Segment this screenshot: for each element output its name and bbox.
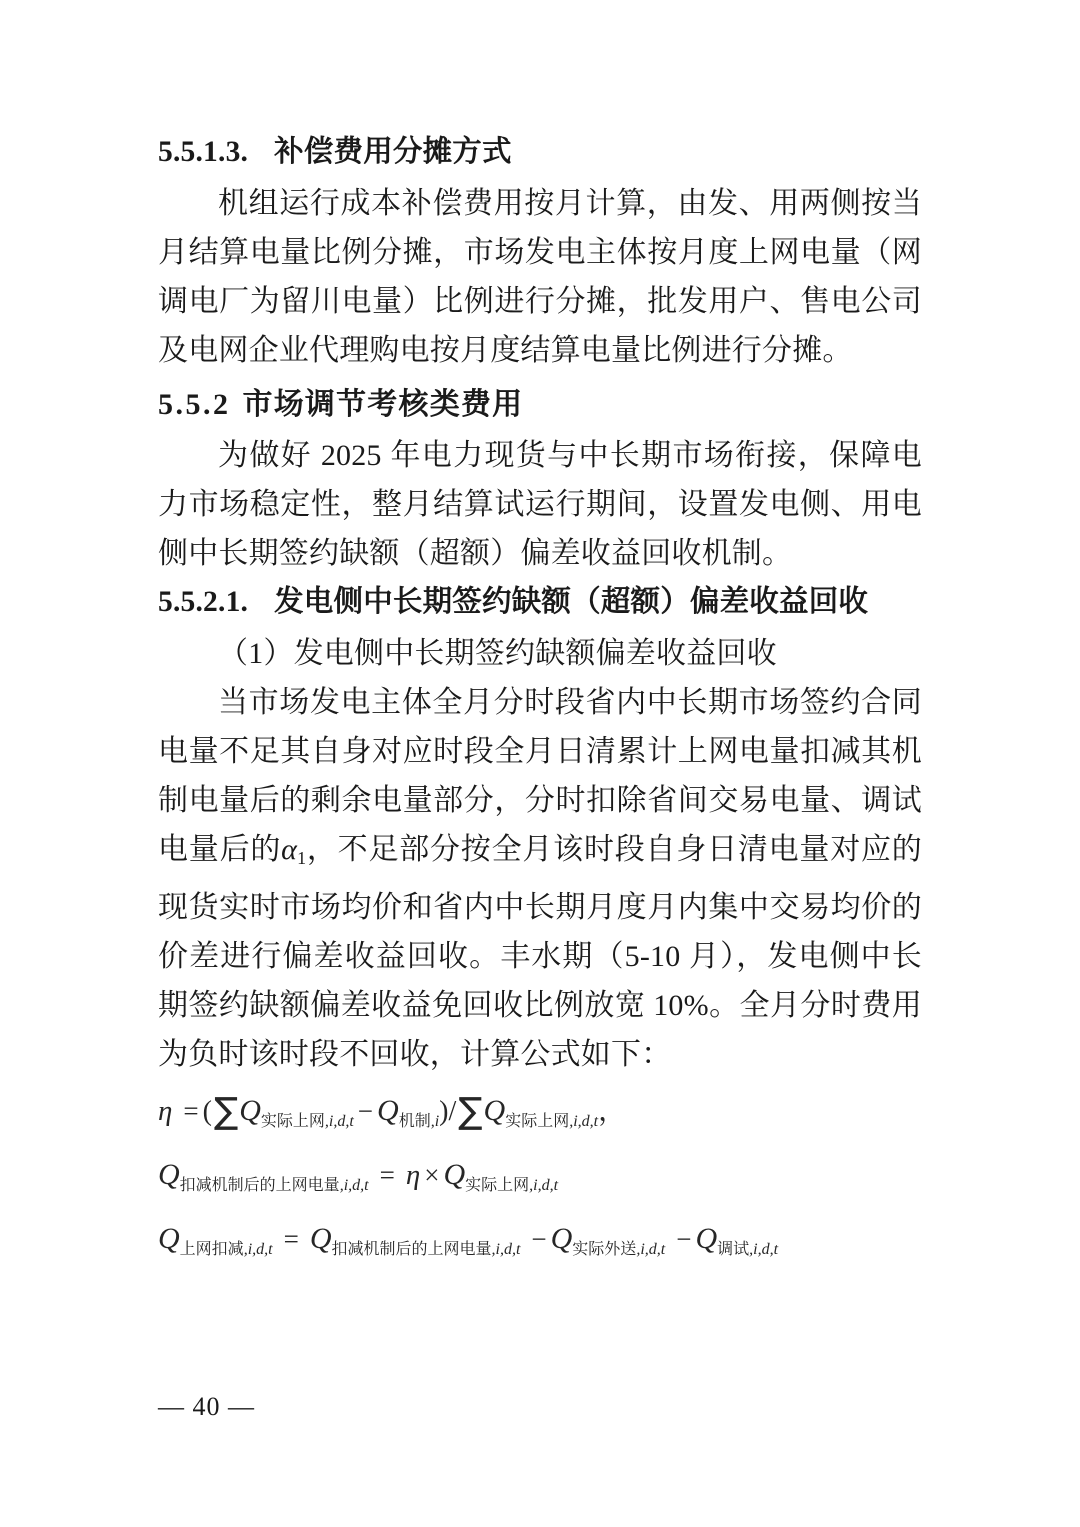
formula-1-q3: Q <box>483 1094 506 1127</box>
formula-2-rhs-subscript <box>465 1177 558 1194</box>
heading-5-5-2-1-number: 5.5.2.1. <box>158 586 249 618</box>
formula-1-q2-subscript-cjk: 机制 <box>398 1113 431 1130</box>
formula-1-q3-subscript-cjk: 实际上网 <box>505 1113 570 1130</box>
heading-5-5-2-1-title: 发电侧中长期签约缺额（超额）偏差收益回收 <box>274 586 869 618</box>
formula-3-term3-q: Q <box>695 1222 718 1255</box>
formula-2-lhs-q: Q <box>158 1158 180 1191</box>
formula-2-eta: η <box>405 1159 421 1191</box>
alpha-1-symbol <box>281 833 306 866</box>
formula-3-lhs-subscript <box>180 1241 273 1258</box>
formula-1-q3-subscript <box>505 1113 598 1130</box>
heading-5-5-2-number: 5.5.2 <box>158 388 231 421</box>
formula-3-lhs-subscript-cjk: 上网扣减 <box>179 1241 244 1258</box>
alpha-glyph: α <box>281 833 298 866</box>
formula-3-term2-subscript <box>572 1241 665 1258</box>
page-number: — 40 — <box>158 1392 255 1421</box>
formula-3-term2-q: Q <box>550 1222 573 1255</box>
formula-3-term1-subscript-indices: ,i,d,t <box>491 1241 521 1258</box>
formula-2-lhs-subscript-cjk: 扣减机制后的上网电量 <box>179 1177 340 1194</box>
formula-3-term3-subscript-cjk: 调试 <box>717 1241 750 1258</box>
formula-2-rhs-subscript-indices: ,i,d,t <box>529 1177 559 1194</box>
formula-3-term3-subscript <box>717 1241 778 1258</box>
formula-1-q3-subscript-indices: ,i,d,t <box>569 1113 599 1130</box>
formula-1-equals: = <box>183 1096 199 1126</box>
formula-1-q1-subscript <box>261 1113 354 1130</box>
formula-3-term1-q: Q <box>309 1222 332 1255</box>
formula-2-rhs-subscript-cjk: 实际上网 <box>465 1177 530 1194</box>
formula-1-close-paren-slash: )/ <box>439 1096 457 1127</box>
paragraph-5-5-2-1-body-part1: 当市场发电主体全月分时段省内中长期市场签约合同电量不足其自身对应时段全月日清累计上网电量扣减其机制电量后的剩余电量部分，分时扣除省间交易电量、调试电量后的 <box>158 686 922 866</box>
formula-2-equals: = <box>379 1160 395 1190</box>
formula-1-q2-subscript-indices: ,i <box>430 1113 440 1130</box>
formula-1-sum-1: ∑ <box>213 1091 239 1132</box>
formula-1-sum-2: ∑ <box>458 1091 483 1132</box>
formula-q-after-deduction <box>158 1150 922 1210</box>
heading-5-5-1-3-title: 补偿费用分摊方式 <box>274 136 512 168</box>
page-content <box>158 128 922 1274</box>
heading-5-5-1-3 <box>158 128 922 177</box>
heading-5-5-2-title: 市场调节考核类费用 <box>242 388 524 421</box>
formula-3-term2-subscript-cjk: 实际外送 <box>572 1241 637 1258</box>
formula-3-minus-2: − <box>676 1224 692 1254</box>
heading-5-5-1-3-number: 5.5.1.3. <box>158 136 249 168</box>
formula-2-rhs-q: Q <box>443 1158 466 1191</box>
paragraph-5-5-2-1-body-part2: ，不足部分按全月该时段自身日清电量对应的现货实时市场均价和省内中长期月度月内集中交易均价的价差进行偏差收益回收。丰水期（5-10 月），发电侧中长期签约缺额偏差收益免回收比例放宽 10%。全月分时费用为负时该时段不回收，计算公式如下： <box>158 833 922 1071</box>
alpha-subscript: 1 <box>297 848 307 868</box>
formula-1-trailing-comma: ， <box>598 1096 627 1127</box>
formula-q-grid-deduction <box>158 1214 922 1274</box>
heading-5-5-2 <box>158 380 922 430</box>
formula-1-eta: η <box>158 1095 173 1127</box>
formula-3-term2-subscript-indices: ,i,d,t <box>636 1241 666 1258</box>
paragraph-5-5-2-1-body <box>158 678 922 1079</box>
paragraph-5-5-2-body: 为做好 2025 年电力现货与中长期市场衔接，保障电力市场稳定性，整月结算试运行期间，设置发电侧、用电侧中长期签约缺额（超额）偏差收益回收机制。 <box>158 439 922 570</box>
formula-eta <box>158 1086 922 1146</box>
formula-1-q1-subscript-indices: ,i,d,t <box>324 1113 354 1130</box>
formula-3-equals: = <box>283 1224 299 1254</box>
formula-1-q1: Q <box>239 1094 261 1127</box>
formula-2-lhs-subscript-indices: ,i,d,t <box>339 1177 369 1194</box>
formula-3-term1-subscript-cjk: 扣减机制后的上网电量 <box>331 1241 492 1258</box>
formula-1-q2-subscript <box>399 1113 439 1130</box>
formula-2-times: × <box>424 1160 440 1190</box>
formula-3-lhs-subscript-indices: ,i,d,t <box>243 1241 273 1258</box>
formula-1-open-paren: ( <box>202 1096 212 1127</box>
formula-1-q1-subscript-cjk: 实际上网 <box>260 1113 325 1130</box>
formula-3-term3-subscript-indices: ,i,d,t <box>749 1241 779 1258</box>
formula-1-q2: Q <box>377 1094 399 1127</box>
formula-1-minus: − <box>357 1096 374 1126</box>
formula-3-term1-subscript <box>331 1241 520 1258</box>
heading-5-5-2-1 <box>158 578 922 627</box>
formula-3-minus-1: − <box>531 1224 547 1254</box>
paragraph-5-5-1-3-body: 机组运行成本补偿费用按月计算，由发、用两侧按当月结算电量比例分摊，市场发电主体按月度上网电量（网调电厂为留川电量）比例进行分摊，批发用户、售电公司及电网企业代理购电按月度结算电量比例进行分摊。 <box>158 187 922 367</box>
formula-2-lhs-subscript <box>180 1177 369 1194</box>
formula-3-lhs-q: Q <box>158 1222 180 1255</box>
subheading-item-1: （1）发电侧中长期签约缺额偏差收益回收 <box>218 637 777 670</box>
